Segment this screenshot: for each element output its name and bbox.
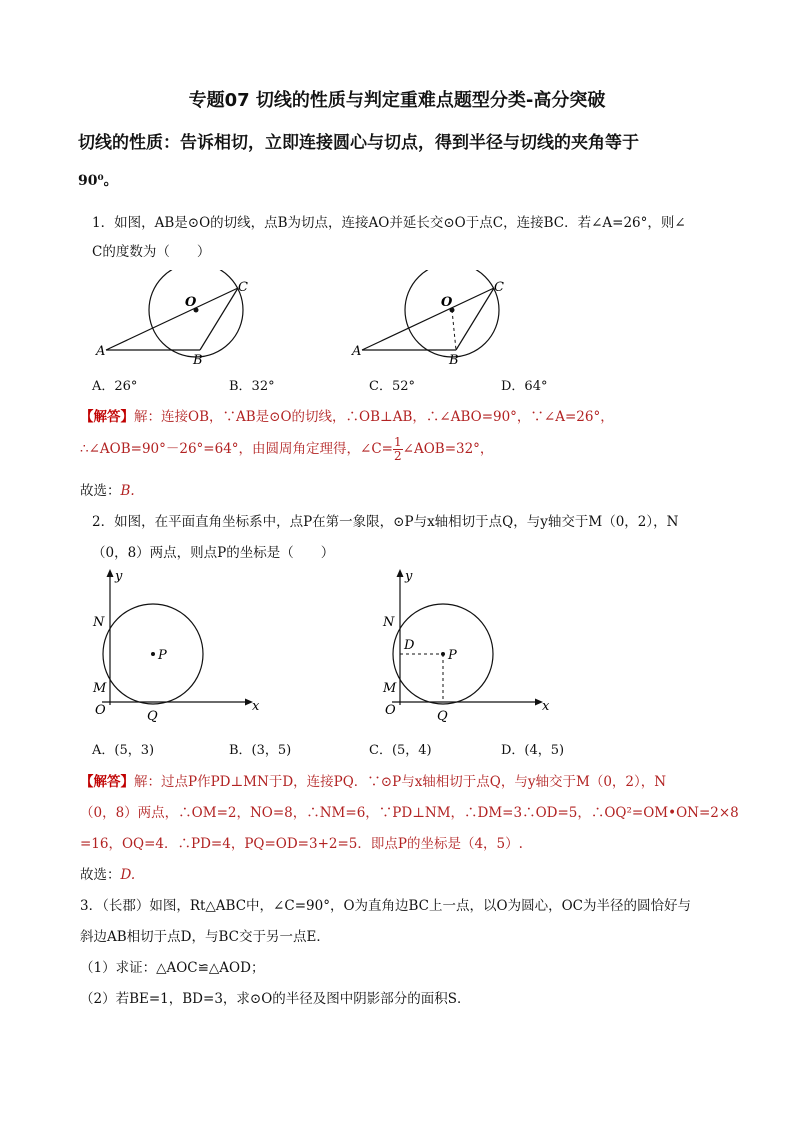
label-P: P	[158, 648, 167, 663]
question-2-text: 2．如图，在平面直角坐标系中，点P在第一象限，⊙P与x轴相切于点Q，与y轴交于M（0，2），N	[92, 514, 679, 530]
q1-solution-text-1: 解：连接OB，∵AB是⊙O的切线，∴OB⊥AB，∴∠ABO=90°，∵∠A=26°，	[134, 409, 614, 425]
label-C: C	[494, 280, 504, 295]
answer-label: 故选：	[80, 483, 121, 499]
label-C: C	[238, 280, 248, 295]
q1-solution-text-2b: ∠AOB=32°，	[402, 441, 494, 457]
label-y: y	[115, 569, 123, 584]
label-P: P	[448, 648, 457, 663]
figure-1-right	[351, 270, 504, 368]
q1-option-a: A．26°	[92, 379, 138, 394]
label-B: B	[449, 353, 459, 368]
label-Q: Q	[437, 709, 448, 724]
label-D: D	[404, 638, 415, 653]
q1-solution-text-2a: ∴∠AOB=90°－26°=64°，由圆周角定理得，∠C=	[80, 441, 393, 457]
answer-label: 故选：	[80, 867, 121, 883]
answer-value: D.	[120, 867, 136, 883]
figure-1-left	[95, 270, 248, 368]
label-B: B	[193, 353, 203, 368]
label-M: M	[93, 681, 107, 696]
q2-option-b: B．(3，5)	[229, 743, 292, 758]
q2-solution-line-3: =16，OQ=4．∴PD=4，PQ=OD=3+2=5．即点P的坐标是（4，5）.	[80, 836, 523, 852]
label-A: A	[96, 344, 106, 359]
figure-2-left	[92, 569, 260, 724]
q2-option-d: D．(4，5)	[501, 743, 565, 758]
q1-solution-line-1	[80, 405, 614, 425]
q1-option-c: C．52°	[369, 379, 415, 394]
label-N: N	[93, 615, 105, 630]
q1-solution-line-2	[80, 436, 493, 463]
q2-option-c: C．(5，4)	[369, 743, 432, 758]
answer-value: B.	[120, 483, 135, 499]
section-heading: 切线的性质：告诉相切，立即连接圆心与切点，得到半径与切线的夹角等于	[78, 133, 639, 153]
page-title: 专题07 切线的性质与判定重难点题型分类-高分突破	[188, 90, 606, 111]
q1-option-d: D．64°	[501, 379, 548, 394]
question-3-text-cont: 斜边AB相切于点D，与BC交于另一点E．	[80, 929, 330, 945]
solution-tag: 【解答】	[80, 409, 134, 425]
label-Q: Q	[147, 709, 158, 724]
q2-option-a: A．(5，3)	[92, 743, 155, 758]
question-3-part-2: （2）若BE=1，BD=3，求⊙O的半径及图中阴影部分的面积S．	[80, 991, 471, 1007]
fraction-denominator: 2	[394, 449, 402, 463]
label-O: O	[185, 295, 197, 310]
question-3-part-1: （1）求证：△AOC≌△AOD；	[80, 960, 265, 976]
q2-answer	[80, 863, 135, 883]
question-1-text: 1．如图，AB是⊙O的切线，点B为切点，连接AO并延长交⊙O于点C，连接BC．若∠A=26°，则∠	[92, 215, 686, 231]
solution-tag: 【解答】	[80, 774, 134, 790]
section-heading-continued: 90⁰。	[78, 173, 118, 189]
q2-solution-text-1: 解：过点P作PD⊥MN于D，连接PQ．∵⊙P与x轴相切于点Q，与y轴交于M（0，2），N	[134, 774, 667, 790]
question-1-figures	[90, 270, 520, 370]
label-O: O	[95, 703, 106, 718]
q2-solution-line-1	[80, 770, 666, 790]
label-x: x	[542, 699, 550, 714]
label-M: M	[383, 681, 397, 696]
q1-answer	[80, 479, 135, 499]
fraction-numerator: 1	[394, 435, 402, 449]
label-y: y	[405, 569, 413, 584]
fraction-one-half	[393, 436, 403, 463]
question-1-text-cont: C的度数为（ ）	[92, 244, 211, 260]
label-x: x	[252, 699, 260, 714]
q1-option-b: B．32°	[229, 379, 275, 394]
label-O: O	[441, 295, 453, 310]
figure-2-right	[382, 569, 550, 724]
q2-solution-line-2: （0，8）两点，∴OM=2，NO=8，∴NM=6，∵PD⊥NM，∴DM=3∴OD=5，∴OQ²=OM•ON=2×8	[80, 805, 739, 821]
label-A: A	[352, 344, 362, 359]
question-2-text-cont: （0，8）两点，则点P的坐标是（ ）	[92, 545, 335, 561]
label-N: N	[383, 615, 395, 630]
question-3-text: 3．（长郡）如图，Rt△ABC中，∠C=90°，O为直角边BC上一点，以O为圆心，OC为半径的圆恰好与	[80, 898, 691, 914]
question-2-figures	[88, 565, 558, 725]
label-O: O	[385, 703, 396, 718]
